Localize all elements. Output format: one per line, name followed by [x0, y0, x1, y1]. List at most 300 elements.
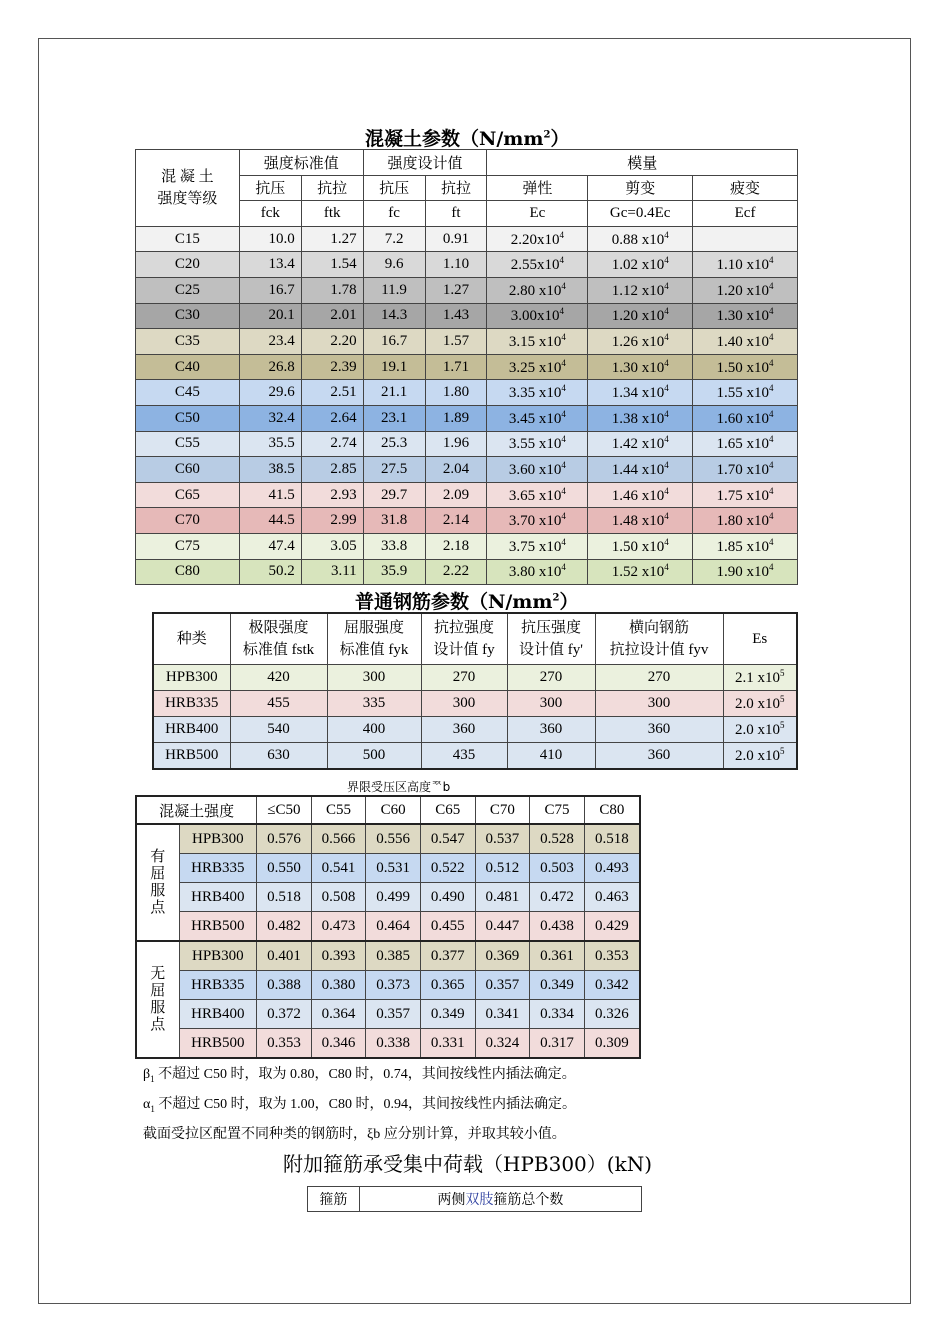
rebar-fy-cell: 270	[421, 665, 507, 691]
ecf-mantissa: 1.40 x10	[716, 333, 770, 350]
xi-kind-cell: HPB300	[179, 941, 257, 971]
xi-col-header: C75	[530, 796, 585, 824]
xi-value-cell: 0.472	[530, 883, 585, 912]
gc-mantissa: 1.38 x10	[611, 410, 665, 427]
concrete-row	[136, 329, 798, 355]
ec-mantissa: 3.00x10	[510, 308, 560, 325]
fc-cell: 11.9	[363, 277, 425, 303]
grade-cell: C35	[136, 329, 240, 355]
ecf-exponent: 4	[769, 306, 774, 317]
note-xi: 截面受拉区配置不同种类的钢筋时，ξb 应分别计算，并取其较小值。	[143, 1126, 566, 1142]
xi-value-cell: 0.341	[475, 1000, 530, 1029]
xi-value-cell: 0.447	[475, 912, 530, 942]
modulus-header: 模量	[487, 150, 798, 176]
rebar-fstk-cell: 420	[230, 665, 327, 691]
ecf-mantissa: 1.30 x10	[716, 308, 770, 325]
xi-value-cell: 0.349	[530, 971, 585, 1000]
xi-row	[136, 824, 640, 854]
ecf-exponent: 4	[769, 357, 774, 368]
ft-cell: 1.80	[425, 380, 487, 406]
ec-exponent: 4	[561, 511, 566, 522]
ecf-mantissa: 1.65 x10	[716, 436, 770, 453]
ftk-cell: 2.85	[301, 457, 363, 483]
xi-value-cell: 0.518	[257, 883, 312, 912]
ecf-mantissa: 1.55 x10	[716, 385, 770, 402]
ftk-cell: 2.93	[301, 482, 363, 508]
ec-exponent: 4	[559, 255, 564, 266]
grade-cell: C75	[136, 533, 240, 559]
grade-cell: C65	[136, 482, 240, 508]
rebar-k-cell: HRB500	[153, 743, 230, 770]
ecf-cell	[693, 329, 798, 355]
ecf-mantissa: 1.60 x10	[716, 410, 770, 427]
fc-cell: 31.8	[363, 508, 425, 534]
gc-cell	[588, 329, 693, 355]
ecf-cell	[693, 482, 798, 508]
es-mantissa: 2.1 x10	[735, 670, 780, 686]
ecf-mantissa: 1.80 x10	[716, 513, 770, 530]
ecf-exponent: 4	[769, 562, 774, 573]
ecf-cell	[693, 252, 798, 278]
ecf-exponent: 4	[769, 255, 774, 266]
ft-cell: 1.57	[425, 329, 487, 355]
ftk-cell: 2.99	[301, 508, 363, 534]
gc-cell	[588, 482, 693, 508]
rebar-fyv-cell: 360	[595, 743, 723, 770]
xi-value-cell: 0.346	[311, 1029, 366, 1059]
fc-cell: 21.1	[363, 380, 425, 406]
ec-mantissa: 3.65 x10	[508, 487, 562, 504]
ftk-cell: 1.27	[301, 226, 363, 252]
ecf-cell	[693, 380, 798, 406]
xi-value-cell: 0.499	[366, 883, 421, 912]
ec-cell	[487, 431, 588, 457]
xi-value-cell: 0.357	[475, 971, 530, 1000]
ecf-exponent: 4	[769, 408, 774, 419]
gc-cell	[588, 533, 693, 559]
concrete-title: 混凝土参数$(N/mm^2)$	[365, 128, 570, 150]
grade-cell: C40	[136, 354, 240, 380]
shear-header: 剪变	[588, 175, 693, 201]
ecf-cell	[693, 508, 798, 534]
gc-exponent: 4	[664, 459, 669, 470]
ec-cell	[487, 482, 588, 508]
xi-row	[136, 941, 640, 971]
stirrup-col-header: 箍筋	[308, 1187, 360, 1212]
ecf-exponent: 4	[769, 280, 774, 291]
rebar-fyk-cell: 400	[327, 717, 421, 743]
es-exponent: 5	[780, 694, 785, 704]
ft-cell: 0.91	[425, 226, 487, 252]
grade-cell: C25	[136, 277, 240, 303]
ec-mantissa: 3.45 x10	[508, 410, 562, 427]
ft-cell: 1.96	[425, 431, 487, 457]
concrete-row	[136, 533, 798, 559]
ft-header: ft	[425, 201, 487, 227]
gc-mantissa: 1.52 x10	[611, 564, 665, 581]
xi-value-cell: 0.364	[311, 1000, 366, 1029]
xi-col-header: C80	[584, 796, 640, 824]
ecf-cell	[693, 277, 798, 303]
xi-value-cell: 0.518	[584, 824, 640, 854]
gc-mantissa: 1.46 x10	[611, 487, 665, 504]
fck-cell: 44.5	[239, 508, 301, 534]
rebar-fy-cell: 435	[421, 743, 507, 770]
rebar-es-cell	[723, 691, 797, 717]
xi-value-cell: 0.490	[420, 883, 475, 912]
fck-cell: 13.4	[239, 252, 301, 278]
fstk-header: 极限强度 标准值 fstk	[230, 613, 327, 665]
stirrup-table	[307, 1186, 642, 1212]
xi-group-char: 点	[150, 1016, 166, 1033]
comp2-header: 抗压	[363, 175, 425, 201]
fc-cell: 14.3	[363, 303, 425, 329]
ecf-header: Ecf	[693, 201, 798, 227]
ec-mantissa: 3.60 x10	[508, 461, 562, 478]
rebar-table	[152, 612, 798, 770]
ec-exponent: 4	[559, 229, 564, 240]
xi-col-header: C60	[366, 796, 421, 824]
xi-value-cell: 0.349	[420, 1000, 475, 1029]
concrete-row	[136, 482, 798, 508]
gc-exponent: 4	[664, 383, 669, 394]
fck-cell: 35.5	[239, 431, 301, 457]
xi-value-cell: 0.357	[366, 1000, 421, 1029]
gc-exponent: 4	[664, 434, 669, 445]
ec-exponent: 4	[561, 408, 566, 419]
xi-value-cell: 0.309	[584, 1029, 640, 1059]
xi-value-cell: 0.353	[257, 1029, 312, 1059]
ecf-cell	[693, 559, 798, 585]
xi-value-cell: 0.353	[584, 941, 640, 971]
rebar-title: 普通钢筋参数$(N/mm^2)$	[355, 591, 579, 613]
rebar-row	[153, 665, 797, 691]
ec-exponent: 4	[561, 383, 566, 394]
fc-cell: 25.3	[363, 431, 425, 457]
concrete-row	[136, 354, 798, 380]
ecf-exponent: 4	[769, 485, 774, 496]
ft-cell: 1.71	[425, 354, 487, 380]
kind-header: 种类	[153, 613, 230, 665]
rebar-fstk-cell: 630	[230, 743, 327, 770]
ftk-cell: 2.51	[301, 380, 363, 406]
xi-kind-cell: HRB335	[179, 971, 257, 1000]
rebar-fyc-cell: 360	[507, 717, 595, 743]
xi-col-header: C55	[311, 796, 366, 824]
ecf-mantissa: 1.75 x10	[716, 487, 770, 504]
ft-cell: 2.14	[425, 508, 487, 534]
concrete-row	[136, 226, 798, 252]
xi-value-cell: 0.455	[420, 912, 475, 942]
gc-cell	[588, 508, 693, 534]
rebar-row	[153, 691, 797, 717]
xi-value-cell: 0.531	[366, 854, 421, 883]
ec-cell	[487, 457, 588, 483]
fck-cell: 41.5	[239, 482, 301, 508]
fck-cell: 20.1	[239, 303, 301, 329]
ec-exponent: 4	[559, 306, 564, 317]
xi-kind-cell: HRB500	[179, 1029, 257, 1059]
ecf-exponent: 4	[769, 511, 774, 522]
xi-value-cell: 0.326	[584, 1000, 640, 1029]
grade-cell: C80	[136, 559, 240, 585]
rebar-fyc-cell: 410	[507, 743, 595, 770]
xi-value-cell: 0.473	[311, 912, 366, 942]
ftk-header: ftk	[301, 201, 363, 227]
concrete-row	[136, 431, 798, 457]
xi-value-cell: 0.541	[311, 854, 366, 883]
gc-cell	[588, 354, 693, 380]
fyc-header: 抗压强度 设计值 fy'	[507, 613, 595, 665]
es-mantissa: 2.0 x10	[735, 696, 780, 712]
gc-mantissa: 1.02 x10	[611, 257, 665, 274]
rebar-fstk-cell: 455	[230, 691, 327, 717]
ec-exponent: 4	[561, 562, 566, 573]
gc-exponent: 4	[664, 306, 669, 317]
xi-value-cell: 0.528	[530, 824, 585, 854]
rebar-es-cell	[723, 665, 797, 691]
es-mantissa: 2.0 x10	[735, 722, 780, 738]
xi-value-cell: 0.372	[257, 1000, 312, 1029]
rebar-k-cell: HRB335	[153, 691, 230, 717]
grade-cell: C70	[136, 508, 240, 534]
xi-group-char: 服	[150, 999, 166, 1016]
fc-cell: 33.8	[363, 533, 425, 559]
xi-value-cell: 0.464	[366, 912, 421, 942]
ecf-cell	[693, 303, 798, 329]
concrete-row	[136, 457, 798, 483]
ft-cell: 1.27	[425, 277, 487, 303]
ec-cell	[487, 329, 588, 355]
ftk-cell: 2.74	[301, 431, 363, 457]
xi-value-cell: 0.482	[257, 912, 312, 942]
fyv-header: 横向钢筋 抗拉设计值 fyv	[595, 613, 723, 665]
es-mantissa: 2.0 x10	[735, 748, 780, 764]
fck-cell: 23.4	[239, 329, 301, 355]
xi-value-cell: 0.324	[475, 1029, 530, 1059]
gc-mantissa: 1.30 x10	[611, 359, 665, 376]
xi-group-char: 屈	[150, 865, 166, 882]
ecf-cell	[693, 533, 798, 559]
gc-cell	[588, 559, 693, 585]
ec-mantissa: 3.55 x10	[508, 436, 562, 453]
fck-cell: 26.8	[239, 354, 301, 380]
tens2-header: 抗拉	[425, 175, 487, 201]
ftk-cell: 3.05	[301, 533, 363, 559]
ecf-exponent: 4	[769, 383, 774, 394]
gc-mantissa: 1.20 x10	[611, 308, 665, 325]
gc-mantissa: 1.48 x10	[611, 513, 665, 530]
xi-value-cell: 0.388	[257, 971, 312, 1000]
gc-exponent: 4	[664, 229, 669, 240]
xi-table	[135, 795, 641, 1059]
xi-row	[136, 883, 640, 912]
grade-header: 混 凝 土 强度等级	[136, 150, 240, 227]
rebar-fyv-cell: 300	[595, 691, 723, 717]
gc-exponent: 4	[664, 357, 669, 368]
comp-header: 抗压	[239, 175, 301, 201]
ecf-exponent: 4	[769, 434, 774, 445]
grade-cell: C50	[136, 405, 240, 431]
ft-cell: 2.18	[425, 533, 487, 559]
gc-header: Gc=0.4Ec	[588, 201, 693, 227]
gc-exponent: 4	[664, 562, 669, 573]
ec-cell	[487, 226, 588, 252]
fck-cell: 16.7	[239, 277, 301, 303]
gc-mantissa: 0.88 x10	[611, 231, 665, 248]
xi-value-cell: 0.380	[311, 971, 366, 1000]
fck-cell: 50.2	[239, 559, 301, 585]
xi-kind-cell: HRB400	[179, 1000, 257, 1029]
ecf-mantissa: 1.70 x10	[716, 461, 770, 478]
xi-group-label	[136, 824, 179, 941]
ec-cell	[487, 303, 588, 329]
fck-header: fck	[239, 201, 301, 227]
concrete-row	[136, 252, 798, 278]
xi-kind-cell: HRB500	[179, 912, 257, 942]
ftk-cell: 1.54	[301, 252, 363, 278]
elastic-header: 弹性	[487, 175, 588, 201]
gc-cell	[588, 277, 693, 303]
es-exponent: 5	[780, 746, 785, 756]
rebar-fstk-cell: 540	[230, 717, 327, 743]
gc-cell	[588, 405, 693, 431]
xi-value-cell: 0.576	[257, 824, 312, 854]
xi-group-char: 服	[150, 882, 166, 899]
notes	[143, 1062, 576, 1148]
gc-exponent: 4	[664, 408, 669, 419]
fc-header: fc	[363, 201, 425, 227]
grade-cell: C20	[136, 252, 240, 278]
ec-mantissa: 3.75 x10	[508, 538, 562, 555]
gc-mantissa: 1.50 x10	[611, 538, 665, 555]
ftk-cell: 3.11	[301, 559, 363, 585]
rebar-es-cell	[723, 717, 797, 743]
rebar-fyk-cell: 300	[327, 665, 421, 691]
ec-mantissa: 3.80 x10	[508, 564, 562, 581]
ec-mantissa: 3.25 x10	[508, 359, 562, 376]
gc-cell	[588, 380, 693, 406]
ec-exponent: 4	[561, 357, 566, 368]
fatigue-header: 疲变	[693, 175, 798, 201]
fc-cell: 19.1	[363, 354, 425, 380]
xi-col-header: C65	[420, 796, 475, 824]
ec-exponent: 4	[561, 280, 566, 291]
rebar-k-cell: HRB400	[153, 717, 230, 743]
ec-cell	[487, 508, 588, 534]
gc-exponent: 4	[664, 485, 669, 496]
ec-cell	[487, 354, 588, 380]
xi-value-cell: 0.317	[530, 1029, 585, 1059]
fc-cell: 27.5	[363, 457, 425, 483]
concrete-table	[135, 149, 798, 585]
ec-cell	[487, 533, 588, 559]
fc-cell: 9.6	[363, 252, 425, 278]
xi-kind-cell: HPB300	[179, 824, 257, 854]
rebar-fy-cell: 300	[421, 691, 507, 717]
xi-value-cell: 0.537	[475, 824, 530, 854]
ecf-exponent: 4	[769, 459, 774, 470]
ftk-cell: 2.20	[301, 329, 363, 355]
ecf-mantissa: 1.85 x10	[716, 538, 770, 555]
xi-value-cell: 0.385	[366, 941, 421, 971]
rebar-fyk-cell: 500	[327, 743, 421, 770]
ec-exponent: 4	[561, 485, 566, 496]
gc-cell	[588, 457, 693, 483]
rebar-es-cell	[723, 743, 797, 770]
xi-value-cell: 0.522	[420, 854, 475, 883]
xi-value-cell: 0.342	[584, 971, 640, 1000]
xi-group-char: 屈	[150, 982, 166, 999]
ec-exponent: 4	[561, 459, 566, 470]
ec-mantissa: 3.70 x10	[508, 513, 562, 530]
gc-cell	[588, 252, 693, 278]
stirrup-count-header: 两侧双肢箍筋总个数	[359, 1187, 641, 1212]
ftk-cell: 2.39	[301, 354, 363, 380]
xi-row	[136, 1029, 640, 1059]
ec-cell	[487, 559, 588, 585]
xi-value-cell: 0.547	[420, 824, 475, 854]
fyk-header: 屈服强度 标准值 fyk	[327, 613, 421, 665]
ec-cell	[487, 252, 588, 278]
xi-value-cell: 0.508	[311, 883, 366, 912]
ecf-mantissa: 1.50 x10	[716, 359, 770, 376]
xi-value-cell: 0.556	[366, 824, 421, 854]
concrete-row	[136, 277, 798, 303]
concrete-row	[136, 405, 798, 431]
concrete-row	[136, 303, 798, 329]
grade-cell: C60	[136, 457, 240, 483]
xi-value-cell: 0.331	[420, 1029, 475, 1059]
xi-value-cell: 0.503	[530, 854, 585, 883]
xi-value-cell: 0.550	[257, 854, 312, 883]
gc-mantissa: 1.34 x10	[611, 385, 665, 402]
grade-cell: C15	[136, 226, 240, 252]
rebar-row	[153, 717, 797, 743]
concrete-row	[136, 508, 798, 534]
xi-col-header: ≤C50	[257, 796, 312, 824]
xi-kind-cell: HRB400	[179, 883, 257, 912]
xi-value-cell: 0.377	[420, 941, 475, 971]
ft-cell: 2.04	[425, 457, 487, 483]
xi-value-cell: 0.393	[311, 941, 366, 971]
std-strength-header: 强度标准值	[239, 150, 363, 176]
gc-exponent: 4	[664, 331, 669, 342]
gc-mantissa: 1.12 x10	[611, 282, 665, 299]
xi-value-cell: 0.481	[475, 883, 530, 912]
ecf-exponent: 4	[769, 536, 774, 547]
xi-row	[136, 854, 640, 883]
fck-cell: 47.4	[239, 533, 301, 559]
ecf-cell	[693, 431, 798, 457]
fck-cell: 32.4	[239, 405, 301, 431]
ecf-exponent: 4	[769, 331, 774, 342]
gc-exponent: 4	[664, 280, 669, 291]
rebar-fy-cell: 360	[421, 717, 507, 743]
fy-header: 抗拉强度 设计值 fy	[421, 613, 507, 665]
xi-col-header: C70	[475, 796, 530, 824]
ec-cell	[487, 405, 588, 431]
gc-cell	[588, 226, 693, 252]
ec-exponent: 4	[561, 434, 566, 445]
xi-row	[136, 1000, 640, 1029]
es-exponent: 5	[780, 668, 785, 678]
xi-group-char: 有	[150, 848, 166, 865]
stirrup-title: 附加箍筋承受集中荷载（HPB300）(kN)	[283, 1152, 652, 1176]
rebar-fyc-cell: 270	[507, 665, 595, 691]
xi-value-cell: 0.373	[366, 971, 421, 1000]
ftk-cell: 2.64	[301, 405, 363, 431]
